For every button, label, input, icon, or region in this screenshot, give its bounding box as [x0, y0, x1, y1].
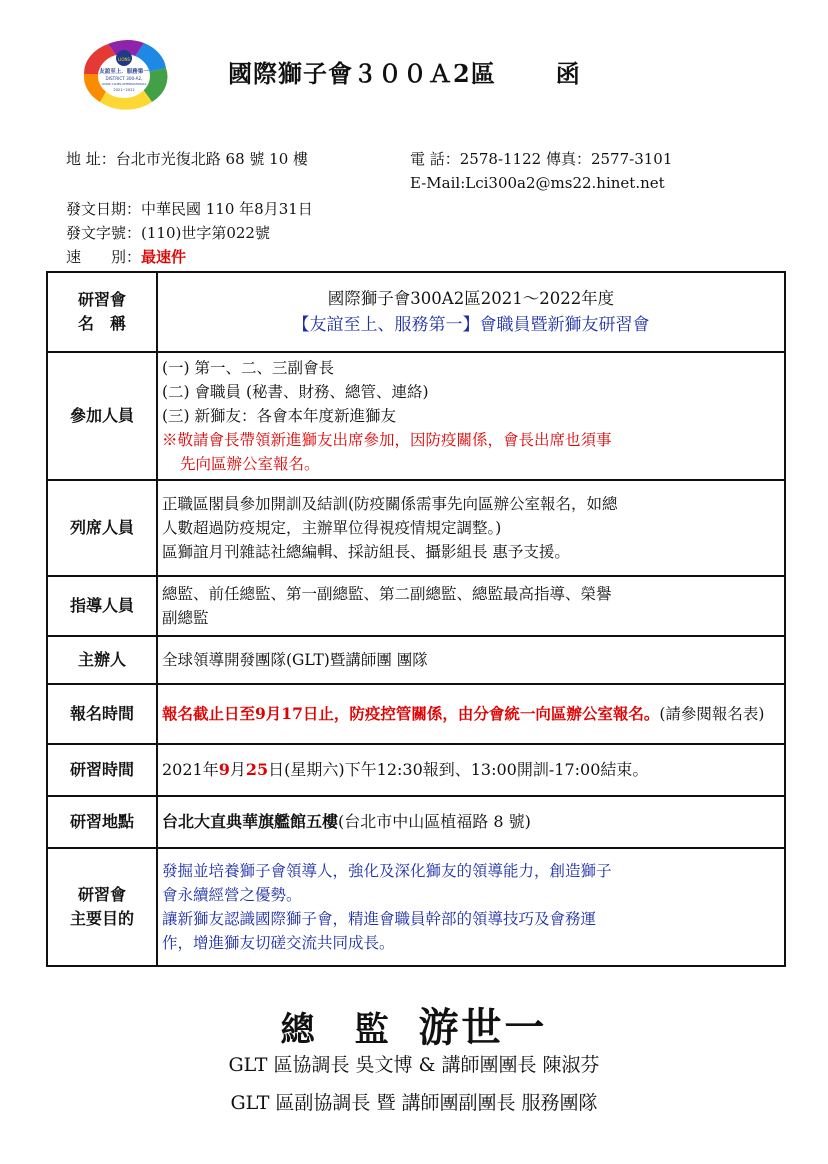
- row-venue: [47, 796, 785, 848]
- logo-center-text: LIONS: [117, 57, 131, 62]
- label-registration: 報名時間: [47, 684, 157, 744]
- purpose-line-2: 會永續經營之優勢。: [162, 885, 302, 904]
- email: E-Mail:Lci300a2@ms22.hinet.net: [410, 174, 665, 192]
- attendees-line-3: 區獅誼月刊雜誌社總編輯、採訪組長、攝影組長 惠予支援。: [162, 543, 570, 561]
- purpose-line-4: 作，增進獅友切磋交流共同成長。: [162, 934, 395, 953]
- value-venue: [157, 796, 785, 848]
- signature-line-3: GLT 區副協調長 暨 講師團副團長 服務團隊: [230, 1092, 598, 1114]
- district-logo: [78, 38, 170, 110]
- advisors-line-1: 總監、前任總監、第一副總監、第二副總監、總監最高指導、榮譽: [162, 584, 612, 603]
- time-month-unit: 月: [229, 759, 246, 779]
- row-attendees: [47, 480, 785, 576]
- participant-item-2: (二) 會職員 (秘書、財務、總管、連絡): [162, 382, 429, 401]
- time-day: 25: [245, 759, 269, 779]
- purpose-line-1: 發掘並培養獅子會領導人，強化及深化獅友的領導能力，創造獅子: [162, 861, 612, 880]
- advisors-line-2: 副總監: [162, 609, 209, 627]
- letter-title: [228, 54, 581, 89]
- venue-name: 台北大直典華旗艦館五樓: [162, 811, 339, 831]
- dispatch-speed: [66, 246, 186, 267]
- speed-value: 最速件: [141, 248, 187, 266]
- doc-type: 函: [555, 59, 581, 88]
- label-name: [47, 272, 157, 352]
- registration-note: (請參閱報名表): [659, 704, 765, 723]
- attendees-line-2: 人數超過防疫規定，主辦單位得視疫情規定調整。): [162, 518, 502, 537]
- signature-line-2: GLT 區協調長 吳文博 & 講師團團長 陳淑芬: [228, 1054, 600, 1076]
- label-purpose: [47, 848, 157, 966]
- value-participants: [157, 352, 785, 480]
- participant-item-3: (三) 新獅友：各會本年度新進獅友: [162, 406, 397, 425]
- label-name-1: 研習會: [77, 290, 126, 309]
- row-registration: [47, 684, 785, 744]
- seminar-theme-line: 【友誼至上、服務第一】會職員暨新獅友研習會: [292, 314, 650, 335]
- venue-address: (台北市中山區植福路 8 號): [338, 811, 531, 831]
- seminar-table: [46, 271, 786, 967]
- phone-fax: 電 話：2578-1122 傳真：2577-3101: [410, 150, 673, 168]
- row-participants: [47, 352, 785, 480]
- row-time: [47, 744, 785, 796]
- attendees-line-1: 正職區閣員參加開訓及結訓(防疫關係需事先向區辦公室報名，如總: [162, 494, 618, 513]
- signature-governor: [0, 996, 828, 1053]
- label-participants: 參加人員: [47, 352, 157, 480]
- label-organizer: 主辦人: [47, 636, 157, 684]
- label-time: 研習時間: [47, 744, 157, 796]
- value-time: [157, 744, 785, 796]
- participant-note-1: ※敬請會長帶領新進獅友出席參加，因防疫關係，會長出席也須事: [162, 431, 612, 449]
- time-rest: 日(星期六)下午12:30報到、13:00開訓-17:00結束。: [268, 759, 649, 779]
- address: 地 址：台北市光復北路 68 號 10 樓: [66, 150, 309, 168]
- seminar-year-line: 國際獅子會300A2區2021～2022年度: [327, 289, 615, 309]
- dispatch-number: 發文字號：(110)世字第022號: [66, 224, 270, 242]
- row-advisors: [47, 576, 785, 636]
- speed-label: 速 別：: [66, 248, 142, 266]
- row-organizer: [47, 636, 785, 684]
- governor-name: 游世一: [418, 1004, 548, 1051]
- logo-text-2: DISTRICT 300-A2,: [105, 76, 143, 81]
- value-organizer: 全球領導開發團隊(GLT)暨講師團 團隊: [157, 636, 785, 684]
- registration-deadline: 報名截止日至9月17日止，防疫控管關係，由分會統一向區辦公室報名。: [162, 703, 660, 723]
- label-name-2: 名 稱: [77, 314, 126, 333]
- participant-note-2: 先向區辦公室報名。: [180, 455, 320, 474]
- value-purpose: [157, 848, 785, 966]
- logo-text-1: 友誼至上．服務第一: [99, 69, 149, 75]
- participant-item-1: (一) 第一、二、三副會長: [162, 358, 335, 377]
- label-purpose-1: 研習會: [77, 885, 126, 904]
- purpose-line-3: 讓新獅友認識國際獅子會，精進會職員幹部的領導技巧及會務運: [162, 910, 597, 928]
- time-month: 9: [218, 759, 230, 779]
- label-venue: 研習地點: [47, 796, 157, 848]
- row-name: [47, 272, 785, 352]
- logo-text-4: 2021~2022: [113, 88, 135, 92]
- label-advisors: 指導人員: [47, 576, 157, 636]
- value-advisors: [157, 576, 785, 636]
- org-name: 國際獅子會３００Ａ2區: [228, 59, 496, 88]
- value-attendees: [157, 480, 785, 576]
- label-attendees: 列席人員: [47, 480, 157, 576]
- row-purpose: [47, 848, 785, 966]
- value-registration: [157, 684, 785, 744]
- label-purpose-2: 主要目的: [69, 909, 134, 928]
- dispatch-date: 發文日期：中華民國 110 年8月31日: [66, 200, 313, 218]
- time-year: 2021年: [162, 759, 219, 779]
- value-name: [157, 272, 785, 352]
- logo-text-3: LIONS CLUBS INTERNATIONAL: [101, 82, 147, 86]
- governor-title: 總 監: [280, 1010, 392, 1050]
